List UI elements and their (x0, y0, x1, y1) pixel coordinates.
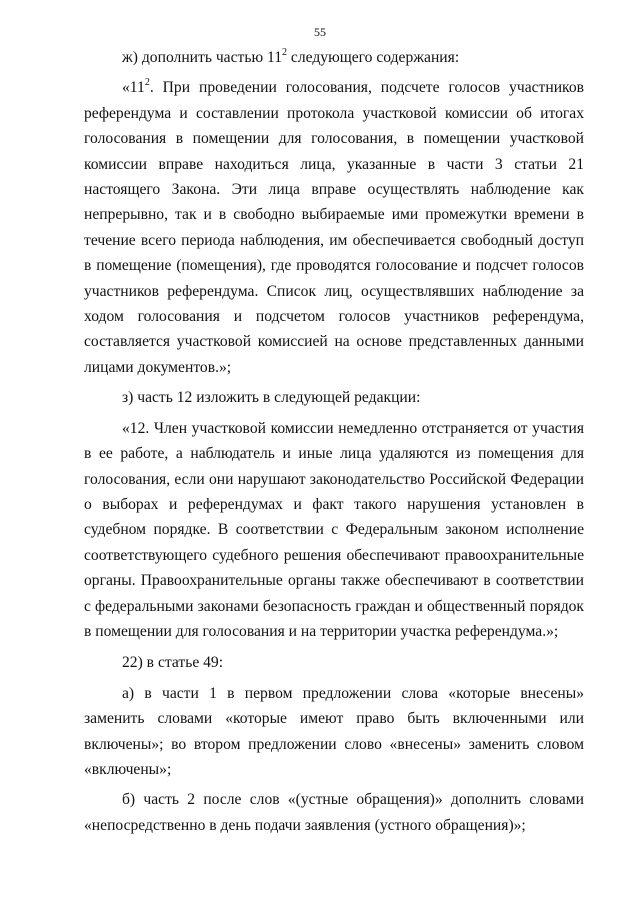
superscript: 2 (282, 46, 288, 58)
superscript: 2 (144, 77, 150, 89)
text-run: «11 (122, 79, 145, 97)
document-body (84, 45, 584, 838)
paragraph-item-a: а) в части 1 в первом предложении слова «которые внесены» заменить словами «которые имеют право быть включенными или включены»; во втором предложении слово «внесены» заменить словом «включены»; (84, 684, 584, 778)
paragraph-add-part-11-2 (84, 45, 584, 70)
paragraph-part-12-intro: з) часть 12 изложить в следующей редакции: (122, 389, 421, 407)
paragraph-item-b: б) часть 2 после слов «(устные обращения)» дополнить словами «непосредственно в день подачи заявления (устного обращения)»; (84, 791, 584, 834)
paragraph-part-11-2-text (84, 75, 584, 380)
text-run: ж) дополнить частью 11 (122, 49, 283, 66)
paragraph-part-12-text: «12. Член участковой комиссии немедленно отстраняется от участия в ее работе, а наблюдатель и иные лица удаляются из помещения для голосования, если они нарушают законодательство Российской Федерации о выборах и референдумах и факт такого нарушения установлен в судебном порядке. В соответствии с Федеральным законом исполнение соответствующего судебного решения обеспечивают правоохранительные органы. Правоохранительные органы также обеспечивают в соответствии с федеральными законами безопасность граждан и общественный порядок в помещении для голосования и на территории участка референдума.»; (84, 419, 584, 640)
page-number: 55 (314, 25, 326, 39)
paragraph-article-49: 22) в статье 49: (122, 654, 224, 672)
text-run: . При проведении голосования, подсчете голосов участников референдума и составлении протокола участковой комиссии об итогах голосования в помещении для голосования, в помещении участковой комиссии вправе находиться лица, указанные в части 3 статьи 21 настоящего Закона. Эти лица вправе осуществлять наблюдение как непрерывно, так и в свободно выбираемые ими промежутки времени в течение всего периода наблюдения, им обеспечивается свободный доступ в помещение (помещения), где проводятся голосование и подсчет голосов участников референдума. Список лиц, осуществлявших наблюдение за ходом голосования и подсчетом голосов участников референдума, составляется участковой комиссией на основе представленных данными лицами документов.»; (84, 79, 584, 376)
text-run: следующего содержания: (287, 49, 460, 66)
